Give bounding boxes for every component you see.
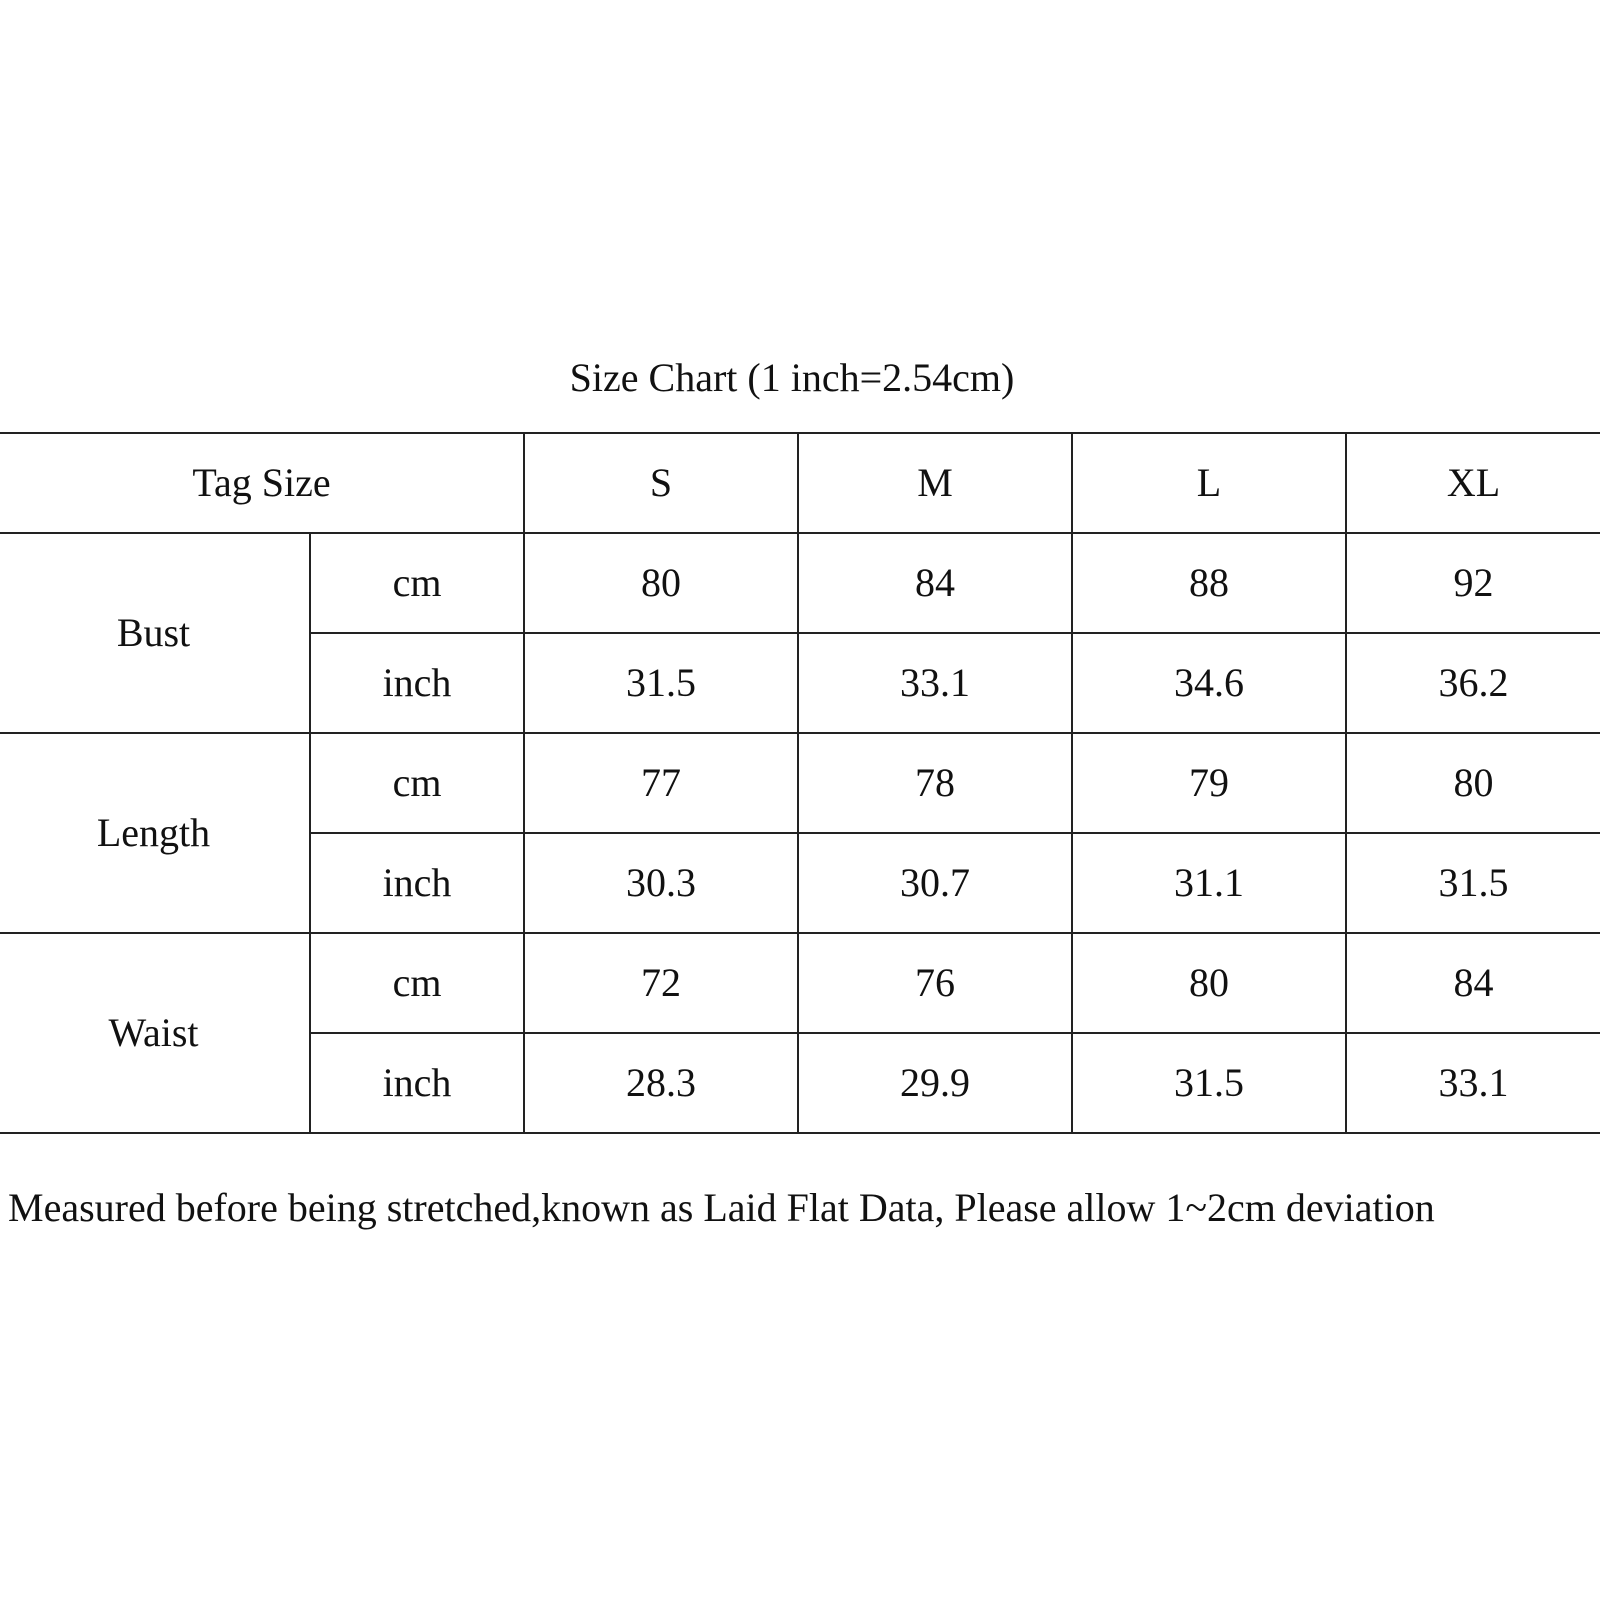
header-row bbox=[0, 433, 1600, 533]
value-cell: 78 bbox=[798, 733, 1072, 833]
unit-cell: cm bbox=[310, 533, 524, 633]
value-cell: 29.9 bbox=[798, 1033, 1072, 1133]
unit-cell: inch bbox=[310, 833, 524, 933]
size-header-s: S bbox=[524, 433, 798, 533]
value-cell: 31.5 bbox=[1346, 833, 1600, 933]
table-row bbox=[0, 533, 1600, 633]
unit-cell: inch bbox=[310, 1033, 524, 1133]
length-label: Length bbox=[0, 733, 310, 933]
unit-cell: cm bbox=[310, 733, 524, 833]
size-chart-table bbox=[0, 432, 1600, 1134]
value-cell: 88 bbox=[1072, 533, 1346, 633]
value-cell: 80 bbox=[524, 533, 798, 633]
value-cell: 36.2 bbox=[1346, 633, 1600, 733]
value-cell: 33.1 bbox=[798, 633, 1072, 733]
size-header-m: M bbox=[798, 433, 1072, 533]
value-cell: 30.7 bbox=[798, 833, 1072, 933]
value-cell: 92 bbox=[1346, 533, 1600, 633]
value-cell: 79 bbox=[1072, 733, 1346, 833]
value-cell: 30.3 bbox=[524, 833, 798, 933]
table-row bbox=[0, 933, 1600, 1033]
value-cell: 28.3 bbox=[524, 1033, 798, 1133]
unit-cell: inch bbox=[310, 633, 524, 733]
value-cell: 34.6 bbox=[1072, 633, 1346, 733]
value-cell: 84 bbox=[798, 533, 1072, 633]
value-cell: 84 bbox=[1346, 933, 1600, 1033]
measurement-note: Measured before being stretched,known as Laid Flat Data, Please allow 1~2cm deviation bbox=[8, 1185, 1435, 1230]
size-header-l: L bbox=[1072, 433, 1346, 533]
size-header-xl: XL bbox=[1346, 433, 1600, 533]
value-cell: 80 bbox=[1346, 733, 1600, 833]
value-cell: 33.1 bbox=[1346, 1033, 1600, 1133]
unit-cell: cm bbox=[310, 933, 524, 1033]
value-cell: 31.5 bbox=[1072, 1033, 1346, 1133]
tag-size-header: Tag Size bbox=[0, 433, 524, 533]
value-cell: 76 bbox=[798, 933, 1072, 1033]
value-cell: 31.5 bbox=[524, 633, 798, 733]
value-cell: 77 bbox=[524, 733, 798, 833]
size-chart-title: Size Chart (1 inch=2.54cm) bbox=[569, 355, 1015, 400]
value-cell: 72 bbox=[524, 933, 798, 1033]
waist-label: Waist bbox=[0, 933, 310, 1133]
value-cell: 31.1 bbox=[1072, 833, 1346, 933]
table-row bbox=[0, 733, 1600, 833]
value-cell: 80 bbox=[1072, 933, 1346, 1033]
bust-label: Bust bbox=[0, 533, 310, 733]
